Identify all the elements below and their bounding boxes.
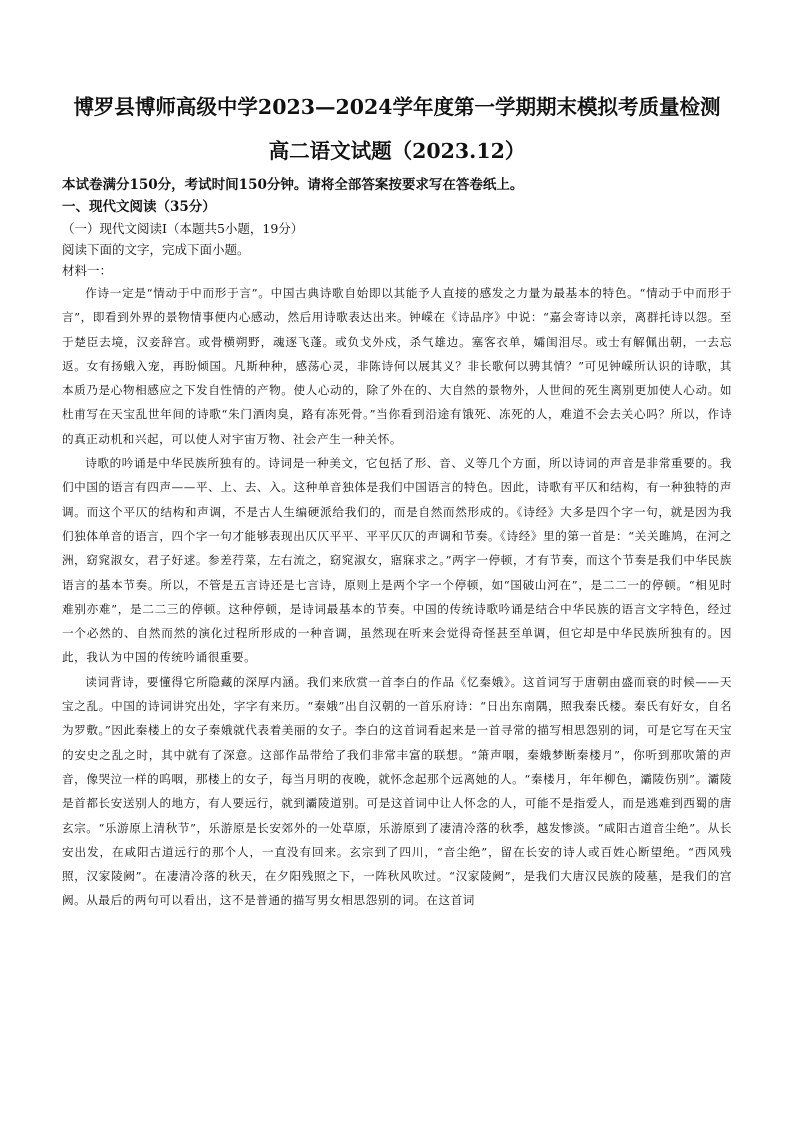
exam-subtitle: 高二语文试题（2023.12） [268, 139, 526, 163]
exam-page [62, 92, 732, 913]
section-subheading: （一）现代文阅读Ⅰ（本题共5小题，19分） [62, 221, 304, 236]
paragraph-3: 读词背诗，要懂得它所隐藏的深厚内涵。我们来欣赏一首李白的作品《忆秦娥》。这首词写于唐朝由盛而衰的时候——天宝之乱。中国的诗词讲究出处，字字有来历。“秦娥”出自汉朝的一首乐府诗：“日出东南隅，照我秦氏楼。秦氏有好女，自名为罗敷。”因此秦楼上的女子秦娥就代表着美丽的女子。李白的这首词看起来是一首寻常的描写相思怨别的词，可是它写在天宝的安史之乱之时，其中就有了深意。这部作品带给了我们非常丰富的联想。“箫声咽，秦娥梦断秦楼月”，你听到那吹箫的声音，像哭泣一样的呜咽，那楼上的女子，每当月明的夜晚，就怀念起那个远离她的人。“秦楼月，年年柳色，灞陵伤别”。灞陵是首都长安送别人的地方，有人要远行，就到灞陵道别。可是这首词中让人怀念的人，可能不是指爱人，而是逃难到西蜀的唐玄宗。“乐游原上清秋节”，乐游原是长安郊外的一处草原，乐游原到了凄清冷落的秋季，越发惨淡。“咸阳古道音尘绝”。从长安出发，在咸阳古道远行的那个人，一直没有回来。玄宗到了四川，“音尘绝”，留在长安的诗人或百姓心断望绝。“西风残照，汉家陵阙”。在凄清冷落的秋天，在夕阳残照之下，一阵秋风吹过。“汉家陵阙”，是我们大唐汉民族的陵墓，是我们的宫阙。从最后的两句可以看出，这不是普通的描写男女相思怨别的词。在这首词 [62, 674, 732, 908]
material-label: 材料一： [62, 263, 113, 278]
reading-instruction: 阅读下面的文字，完成下面小题。 [62, 242, 250, 257]
section-heading: 一、现代文阅读（35分） [62, 199, 216, 215]
paragraph-1: 作诗一定是“情动于中而形于言”。中国古典诗歌自始即以其能予人直接的感发之力量为最基本的特色。“情动于中而形于言”，即看到外界的景物情事便内心感动，然后用诗歌表达出来。钟嵘在《诗品序》中说：“嘉会寄诗以亲，离群托诗以怨。至于楚臣去境，汉妾辞宫。或骨横朔野，魂逐飞蓬。或负戈外戍，杀气雄边。塞客衣单，孀闺泪尽。或士有解佩出朝，一去忘返。女有扬蛾入宠，再盼倾国。凡斯种种，感荡心灵，非陈诗何以展其义？非长歌何以骋其情？”可见钟嵘所认识的诗歌，其本质乃是心物相感应之下发自性情的产物。使人心动的，除了外在的、大自然的景物外，人世间的死生离别更加使人心动。如杜甫写在天宝乱世年间的诗歌“朱门酒肉臭，路有冻死骨。”当你看到沿途有饿死、冻死的人，难道不会去关心吗？所以，作诗的真正动机和兴起，可以使人对宇宙万物、社会产生一种关怀。 [62, 286, 732, 446]
paragraph-2: 诗歌的吟诵是中华民族所独有的。诗词是一种美文，它包括了形、音、义等几个方面，所以诗词的声音是非常重要的。我们中国的语言有四声——平、上、去、入。这种单音独体是我们中国语言的特色。因此，诗歌有平仄和结构，有一种独特的声调。而这个平仄的结构和声调，不是古人生编硬派给我们的，而是自然而然形成的。《诗经》大多是四个字一句，就是因为我们独体单音的语言，四个字一句才能够表现出仄仄平平、平平仄仄的声调和节奏。《诗经》里的第一首是：“关关雎鸠，在河之洲，窈窕淑女，君子好逑。参差荇菜，左右流之，窈窕淑女，寤寐求之。”两字一停顿，才有节奏，而这个节奏是我们中华民族语言的基本节奏。所以，不管是五言诗还是七言诗，原则上是两个字一个停顿，如“国破山河在”，是二二一的停顿。“相见时难别亦难”，是二二三的停顿。这种停顿，是诗词最基本的节奏。中国的传统诗歌吟诵是结合中华民族的语言文字特色，经过一个必然的、自然而然的演化过程所形成的一种音调，虽然现在听来会觉得奇怪甚至单调，但它却是中华民族所独有的。因此，我认为中国的传统吟诵很重要。 [62, 456, 732, 665]
exam-notice: 本试卷满分150分，考试时间150分钟。请将全部答案按要求写在答卷纸上。 [62, 177, 524, 193]
exam-title: 博罗县博师高级中学2023—2024学年度第一学期期末模拟考质量检测 [73, 95, 721, 119]
